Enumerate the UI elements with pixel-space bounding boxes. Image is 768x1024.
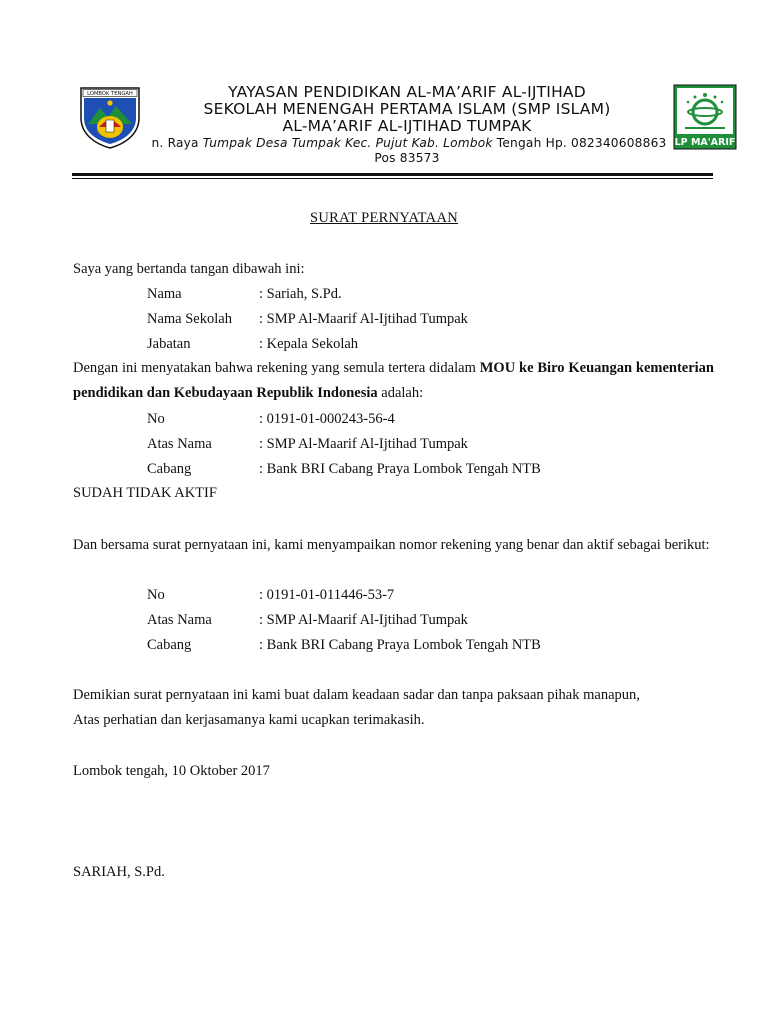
old-account-number-label: No <box>147 411 165 427</box>
new-account-holder-label: Atas Nama <box>147 612 212 628</box>
closing-line-2: Atas perhatian dan kerjasamanya kami ucapkan terimakasih. <box>73 712 425 728</box>
new-account-branch-value: : Bank BRI Cabang Praya Lombok Tengah NTB <box>259 637 541 653</box>
signatory-school-label: Nama Sekolah <box>147 311 232 327</box>
old-account-holder-label: Atas Nama <box>147 436 212 452</box>
signatory-name-label: Nama <box>147 286 182 302</box>
school-name: SEKOLAH MENENGAH PERTAMA ISLAM (SMP ISLAM) <box>203 100 611 118</box>
old-account-branch-value: : Bank BRI Cabang Praya Lombok Tengah NTB <box>259 461 541 477</box>
school-address: n. Raya Tumpak Desa Tumpak Kec. Pujut Kab. Lombok Tengah Hp. 082340608863 <box>151 136 667 150</box>
signatory-school-value: : SMP Al-Maarif Al-Ijtihad Tumpak <box>259 311 468 327</box>
old-account-number-value: : 0191-01-000243-56-4 <box>259 411 395 427</box>
opening-line: Saya yang bertanda tangan dibawah ini: <box>73 261 305 277</box>
new-account-intro: Dan bersama surat pernyataan ini, kami menyampaikan nomor rekening yang benar dan aktif sebagai berikut: <box>73 537 710 553</box>
new-account-number-value: : 0191-01-011446-53-7 <box>259 587 395 603</box>
signatory-position-value: : Kepala Sekolah <box>259 336 359 352</box>
place-date: Lombok tengah, 10 Oktober 2017 <box>73 763 270 779</box>
statement-paragraph: Dengan ini menyatakan bahwa rekening yang semula tertera didalam MOU ke Biro Keuangan kementerian pendidikan dan Kebudayaan Republik Indonesia adalah: <box>73 360 715 401</box>
letterhead <box>0 0 768 180</box>
header-divider-thin <box>72 178 713 179</box>
lombok-tengah-emblem-icon <box>78 84 142 150</box>
signatory-name-value: : Sariah, S.Pd. <box>259 286 342 302</box>
letterhead-text <box>140 84 674 165</box>
old-account-branch-label: Cabang <box>147 461 192 477</box>
header-divider-thick <box>72 173 713 176</box>
school-subname: AL-MA’ARIF AL-IJTIHAD TUMPAK <box>282 117 532 135</box>
signatory-position-label: Jabatan <box>147 336 191 352</box>
old-account-holder-value: : SMP Al-Maarif Al-Ijtihad Tumpak <box>259 436 468 452</box>
new-account-number-label: No <box>147 587 165 603</box>
new-account-holder-value: : SMP Al-Maarif Al-Ijtihad Tumpak <box>259 612 468 628</box>
closing-line-1: Demikian surat pernyataan ini kami buat dalam keadaan sadar dan tanpa paksaan pihak manapun, <box>73 687 640 703</box>
letter-title: SURAT PERNYATAAN <box>310 210 458 226</box>
foundation-name: YAYASAN PENDIDIKAN AL-MA’ARIF AL-IJTIHAD <box>228 83 586 101</box>
logo-caption: LP MA'ARIF <box>674 137 736 148</box>
signature-name: SARIAH, S.Pd. <box>73 864 165 880</box>
postal-code: Pos 83573 <box>374 151 440 165</box>
new-account-branch-label: Cabang <box>147 637 192 653</box>
emblem-caption: LOMBOK TENGAH <box>87 91 133 97</box>
lp-maarif-logo-icon <box>673 84 737 150</box>
inactive-note: SUDAH TIDAK AKTIF <box>73 485 217 501</box>
